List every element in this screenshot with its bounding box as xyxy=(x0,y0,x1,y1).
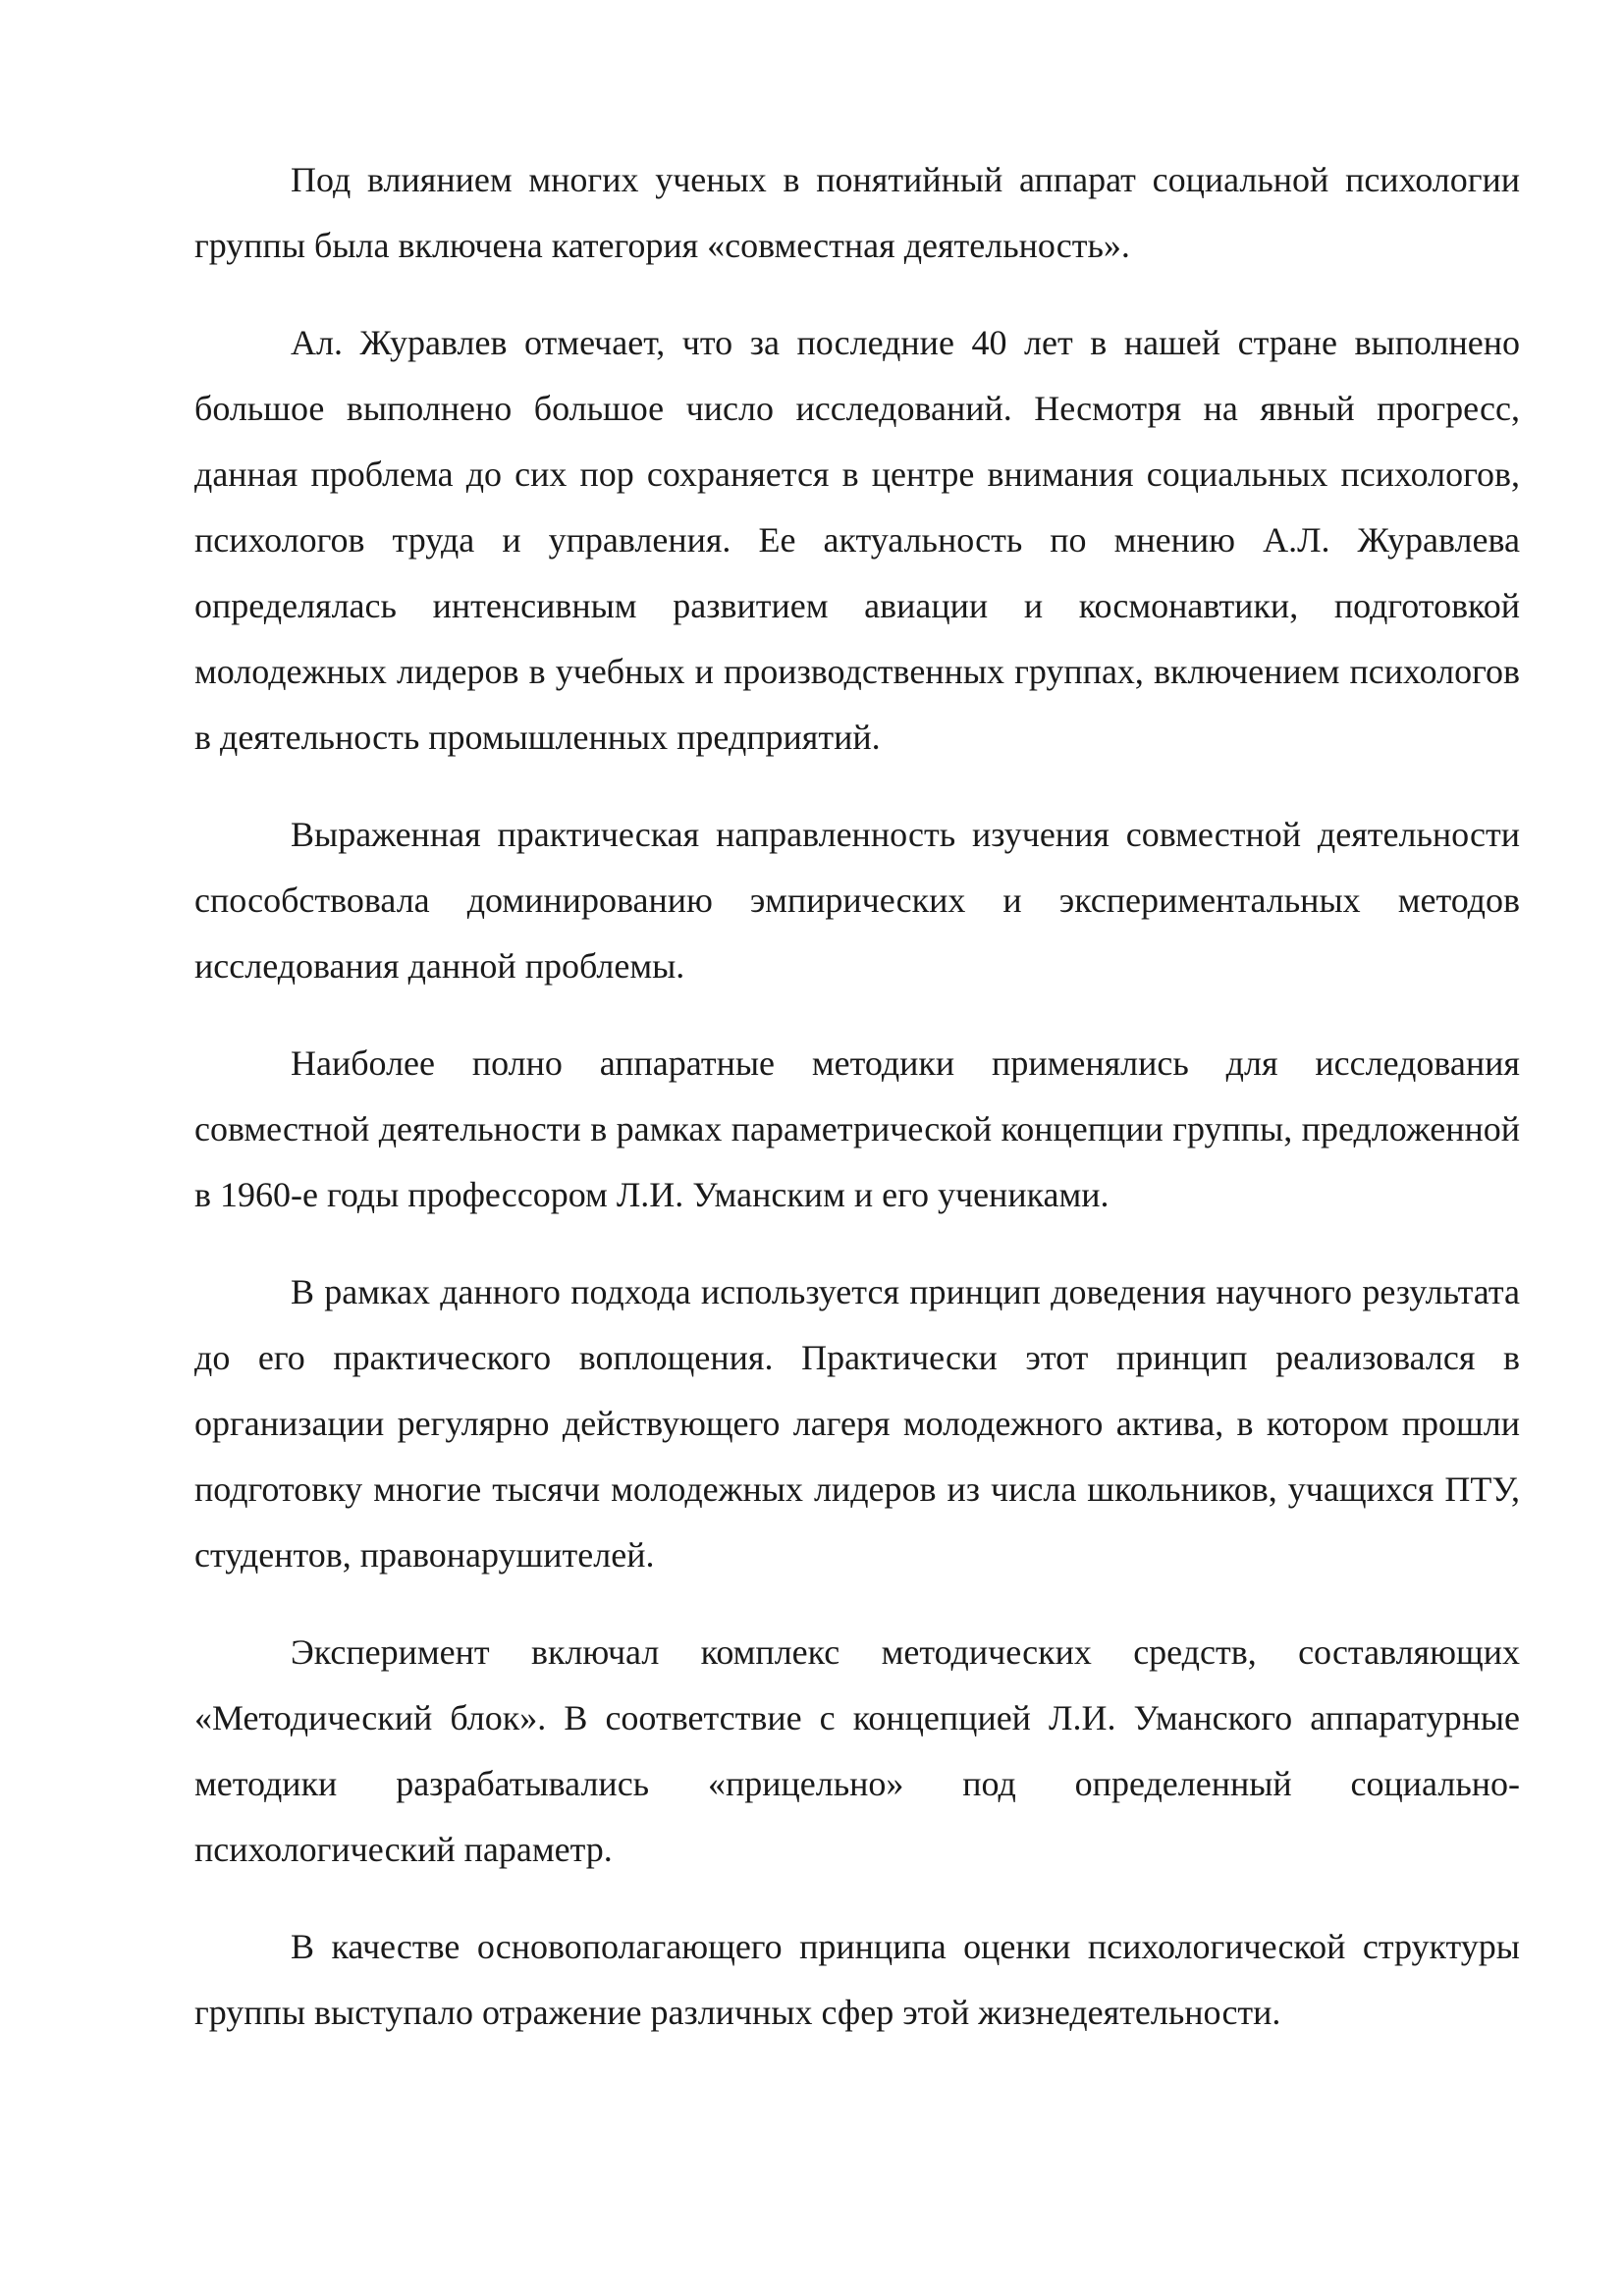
paragraph-1: Под влиянием многих ученых в понятийный аппарат социальной психологии группы была включена категория «совместная деятельность». xyxy=(194,160,1520,265)
document-body xyxy=(194,147,1520,2077)
paragraph-6: Эксперимент включал комплекс методических средств, составляющих «Методический блок». В соответствие с концепцией Л.И. Уманского аппаратурные методики разрабатывались «прицельно» под определенный социально-психологический параметр. xyxy=(194,1632,1520,1869)
paragraph-2: Ал. Журавлев отмечает, что за последние 40 лет в нашей стране выполнено большое выполнено большое число исследований. Несмотря на явный прогресс, данная проблема до сих пор сохраняется в центре внимания социальных психологов, психологов труда и управления. Ее актуальность по мнению А.Л. Журавлева определялась интенсивным развитием авиации и космонавтики, подготовкой молодежных лидеров в учебных и производственных группах, включением психологов в деятельность промышленных предприятий. xyxy=(194,323,1520,757)
paragraph-4: Наиболее полно аппаратные методики применялись для исследования совместной деятельности в рамках параметрической концепции группы, предложенной в 1960-е годы профессором Л.И. Уманским и его учениками. xyxy=(194,1043,1520,1214)
paragraph-7: В качестве основополагающего принципа оценки психологической структуры группы выступало отражение различных сфер этой жизнедеятельности. xyxy=(194,1927,1520,2032)
paragraph-5: В рамках данного подхода используется принцип доведения научного результата до его практического воплощения. Практически этот принцип реализовался в организации регулярно действующего лагеря молодежного актива, в котором прошли подготовку многие тысячи молодежных лидеров из числа школьников, учащихся ПТУ, студентов, правонарушителей. xyxy=(194,1272,1520,1575)
paragraph-3: Выраженная практическая направленность изучения совместной деятельности способствовала доминированию эмпирических и экспериментальных методов исследования данной проблемы. xyxy=(194,815,1520,986)
